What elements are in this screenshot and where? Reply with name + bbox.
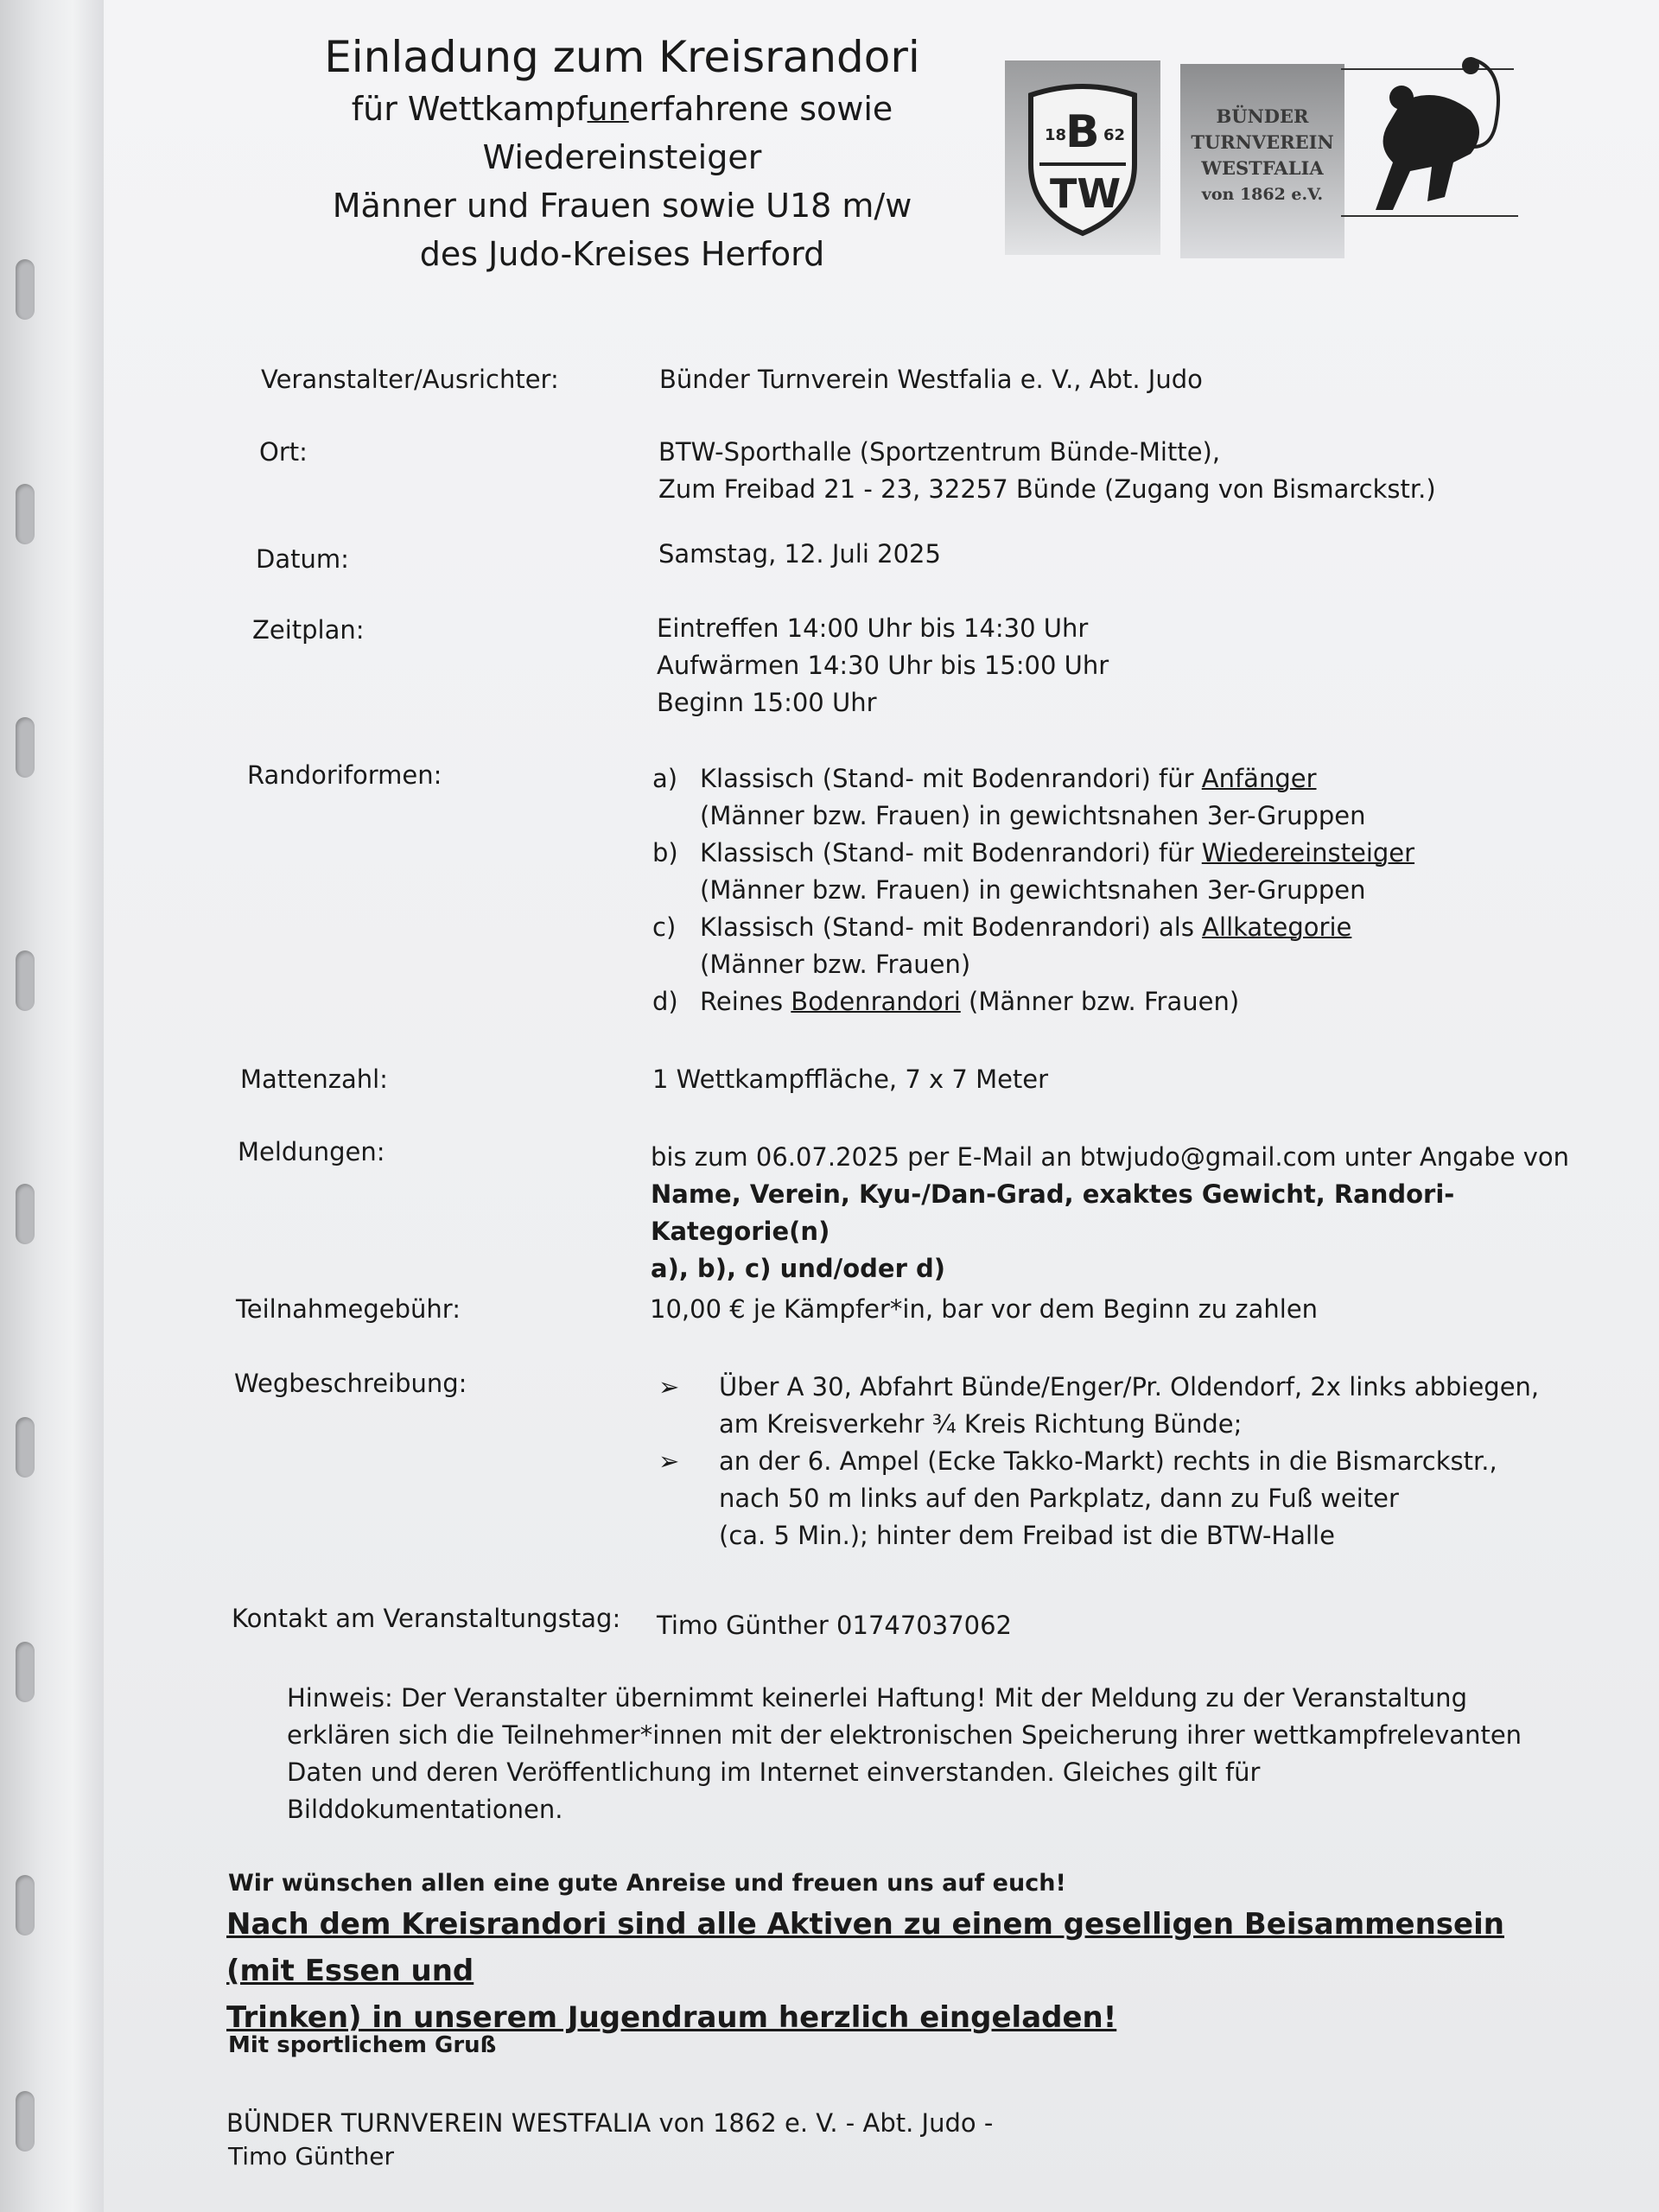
randori-item-line-1 [700, 909, 1351, 946]
randori-item-line-2: (Männer bzw. Frauen) in gewichtsnahen 3er-Gruppen [700, 801, 1366, 830]
btw-logo-year-right: 62 [1103, 126, 1126, 144]
club-line-3: WESTFALIA [1201, 157, 1324, 179]
value-ort [658, 434, 1436, 508]
randori-item-text-post: (Männer bzw. Frauen) [960, 987, 1240, 1016]
closing-wish: Wir wünschen allen eine gute Anreise und freuen uns auf euch! [228, 1870, 1066, 1897]
value-datum: Samstag, 12. Juli 2025 [658, 539, 941, 569]
label-datum: Datum: [256, 544, 349, 574]
randori-item-line-1 [700, 835, 1414, 872]
value-kontakt: Timo Günther 01747037062 [657, 1611, 1013, 1640]
weg-item-1 [658, 1369, 1609, 1443]
btw-shield-icon [1005, 60, 1160, 255]
randoriformen-list [652, 760, 1516, 1020]
zeitplan-line-1: Eintreffen 14:00 Uhr bis 14:30 Uhr [657, 613, 1089, 643]
btw-logo-letters-tw: TW [1050, 170, 1122, 217]
randori-item [652, 983, 1516, 1020]
title-line-3: Wiedereinsteiger [482, 138, 762, 176]
randori-item-marker: a) [652, 764, 678, 793]
weg-item-2 [658, 1443, 1609, 1554]
label-randoriformen: Randoriformen: [247, 760, 442, 790]
arrow-bullet-icon: ➢ [658, 1446, 680, 1476]
value-wegbeschreibung [658, 1369, 1609, 1554]
randori-item-marker: b) [652, 838, 678, 868]
btw-logo-letter-b: B [1065, 106, 1100, 158]
hinweis-line: Bilddokumentationen. [287, 1795, 563, 1824]
value-meldungen [651, 1139, 1601, 1287]
sheet-protector-edge [0, 0, 104, 2212]
meldungen-line-3: a), b), c) und/oder d) [651, 1254, 946, 1283]
hinweis-line: Hinweis: Der Veranstalter übernimmt keinerlei Haftung! Mit der Meldung zu der Veranstaltung [287, 1683, 1467, 1713]
weg-2-line-3: (ca. 5 Min.); hinter dem Freibad ist die BTW-Halle [719, 1521, 1335, 1550]
btw-logo-year-left: 18 [1045, 126, 1067, 144]
randori-item [652, 835, 1516, 909]
value-teilnahmegebuehr: 10,00 € je Kämpfer*in, bar vor dem Beginn zu zahlen [650, 1294, 1319, 1324]
randori-item-text: Reines [700, 987, 791, 1016]
punch-hole [16, 1875, 35, 1936]
meldungen-line-1: bis zum 06.07.2025 per E-Mail an btwjudo@gmail.com unter Angabe von [651, 1142, 1570, 1172]
title-line-5: des Judo-Kreises Herford [419, 235, 825, 273]
label-kontakt: Kontakt am Veranstaltungstag: [232, 1604, 621, 1633]
club-name-logo [1180, 64, 1344, 258]
club-line-2: TURNVEREIN [1191, 131, 1334, 153]
randori-item-category: Allkategorie [1202, 912, 1352, 942]
label-zeitplan: Zeitplan: [252, 615, 365, 645]
btw-logo [1005, 60, 1160, 255]
hinweis-line: erklären sich die Teilnehmer*innen mit der elektronischen Speicherung ihrer wettkampfrelevanten [287, 1720, 1522, 1750]
label-ort: Ort: [259, 437, 308, 467]
value-ort-line-2: Zum Freibad 21 - 23, 32257 Bünde (Zugang von Bismarckstr.) [658, 474, 1436, 504]
title-line-1: Einladung zum Kreisrandori [324, 32, 920, 82]
judoka-silhouette-icon [1341, 50, 1522, 223]
hinweis-line: Daten und deren Veröffentlichung im Internet einverstanden. Gleiches gilt für [287, 1758, 1261, 1787]
title-line-2-post: erfahrene sowie [628, 90, 893, 128]
title-line-2-underlined: un [587, 90, 629, 128]
randori-item-category: Bodenrandori [791, 987, 961, 1016]
label-teilnahmegebuehr: Teilnahmegebühr: [236, 1294, 461, 1324]
value-zeitplan [657, 610, 1109, 721]
randori-item-line-1 [700, 760, 1366, 798]
document-title [173, 29, 1071, 278]
randori-item-line-2: (Männer bzw. Frauen) in gewichtsnahen 3er-Gruppen [700, 875, 1366, 905]
randori-item-category: Wiedereinsteiger [1201, 838, 1415, 868]
randori-item [652, 909, 1516, 983]
title-line-2 [173, 85, 1071, 133]
randori-item-marker: d) [652, 987, 678, 1016]
hinweis-paragraph [287, 1680, 1583, 1828]
label-wegbeschreibung: Wegbeschreibung: [234, 1369, 467, 1398]
punch-hole [16, 259, 35, 320]
club-line-4: von 1862 e.V. [1201, 185, 1324, 204]
invitation-line-1: Nach dem Kreisrandori sind alle Aktiven zu einem geselligen Beisammensein (mit Essen und [226, 1907, 1504, 1988]
invitation-line-2: Trinken) in unserem Jugendraum herzlich eingeladen! [226, 2000, 1117, 2035]
label-mattenzahl: Mattenzahl: [240, 1065, 388, 1094]
randori-item-category: Anfänger [1201, 764, 1317, 793]
value-mattenzahl: 1 Wettkampffläche, 7 x 7 Meter [652, 1065, 1049, 1094]
weg-1-line-1: Über A 30, Abfahrt Bünde/Enger/Pr. Oldendorf, 2x links abbiegen, [719, 1372, 1540, 1402]
randori-item [652, 760, 1516, 835]
signature-org: BÜNDER TURNVEREIN WESTFALIA von 1862 e. V. - Abt. Judo - [226, 2108, 994, 2138]
punch-hole [16, 484, 35, 544]
punch-hole [16, 950, 35, 1011]
label-veranstalter: Veranstalter/Ausrichter: [261, 365, 559, 394]
punch-hole [16, 717, 35, 778]
randori-item-text: Klassisch (Stand- mit Bodenrandori) als [700, 912, 1203, 942]
value-ort-line-1: BTW-Sporthalle (Sportzentrum Bünde-Mitte), [658, 437, 1221, 467]
randori-item-line-2: (Männer bzw. Frauen) [700, 950, 971, 979]
weg-2-line-1: an der 6. Ampel (Ecke Takko-Markt) rechts in die Bismarckstr., [719, 1446, 1497, 1476]
title-line-4: Männer und Frauen sowie U18 m/w [332, 187, 912, 225]
randori-item-text: Klassisch (Stand- mit Bodenrandori) für [700, 838, 1202, 868]
randori-item-marker: c) [652, 912, 677, 942]
zeitplan-line-2: Aufwärmen 14:30 Uhr bis 15:00 Uhr [657, 651, 1109, 680]
punch-hole [16, 2091, 35, 2152]
randori-item-line-1 [700, 983, 1239, 1020]
weg-2-line-2: nach 50 m links auf den Parkplatz, dann zu Fuß weiter [719, 1484, 1399, 1513]
value-veranstalter: Bünder Turnverein Westfalia e. V., Abt. Judo [659, 365, 1203, 394]
closing-greeting: Mit sportlichem Gruß [228, 2032, 497, 2058]
weg-1-line-2: am Kreisverkehr ¾ Kreis Richtung Bünde; [719, 1409, 1243, 1439]
punch-hole [16, 1417, 35, 1478]
meldungen-line-2: Name, Verein, Kyu-/Dan-Grad, exaktes Gewicht, Randori-Kategorie(n) [651, 1179, 1455, 1246]
club-line-1: BÜNDER [1216, 105, 1309, 127]
punch-hole [16, 1642, 35, 1702]
signature-name: Timo Günther [228, 2142, 394, 2171]
randori-item-text: Klassisch (Stand- mit Bodenrandori) für [700, 764, 1202, 793]
title-line-2-pre: für Wettkampf [351, 90, 588, 128]
closing-invitation [226, 1901, 1574, 2041]
zeitplan-line-3: Beginn 15:00 Uhr [657, 688, 877, 717]
punch-hole [16, 1184, 35, 1244]
label-meldungen: Meldungen: [238, 1137, 385, 1166]
arrow-bullet-icon: ➢ [658, 1372, 680, 1402]
